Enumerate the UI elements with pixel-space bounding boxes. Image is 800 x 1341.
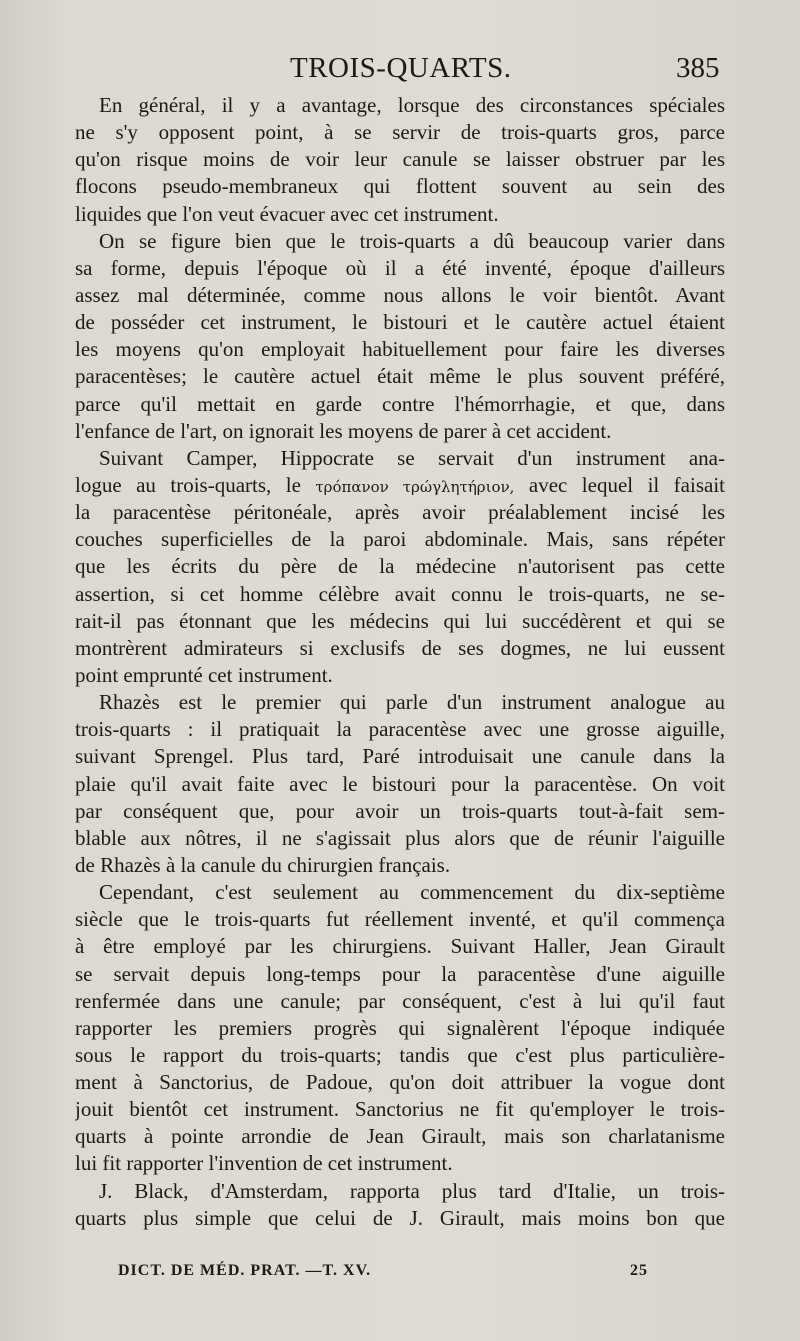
text-line: J. Black, d'Amsterdam, rapporta plus tard d'Italie, un trois- <box>99 1178 725 1203</box>
text-line: se servait depuis long-temps pour la paracentèse d'une aiguille <box>75 961 725 986</box>
paragraph <box>75 445 725 689</box>
page-header <box>0 50 800 90</box>
paragraph <box>75 92 725 228</box>
body-text <box>75 92 725 1232</box>
text-line: quarts à pointe arrondie de Jean Girault, mais son charlatanisme <box>75 1124 725 1149</box>
signature-line: DICT. DE MÉD. PRAT. —T. XV. <box>118 1262 372 1279</box>
signature-mark: 25 <box>630 1262 648 1279</box>
text-line: plaie qu'il avait faite avec le bistouri pour la paracentèse. On voit <box>75 771 725 796</box>
page-number: 385 <box>676 52 720 84</box>
text-fragment: logue au trois-quarts, le <box>75 472 301 497</box>
text-line: ment à Sanctorius, de Padoue, qu'on doit attribuer la vogue dont <box>75 1070 725 1095</box>
text-line: jouit bientôt cet instrument. Sanctorius ne fit qu'employer le trois- <box>75 1097 725 1122</box>
paragraph <box>75 879 725 1178</box>
text-line: Suivant Camper, Hippocrate se servait d'un instrument ana- <box>99 445 725 470</box>
text-line: suivant Sprengel. Plus tard, Paré introduisait une canule dans la <box>75 744 725 769</box>
text-line: En général, il y a avantage, lorsque des circonstances spéciales <box>99 93 725 117</box>
text-line: que les écrits du père de la médecine n'autorisent pas cette <box>75 554 725 579</box>
text-line: par conséquent que, pour avoir un trois-quarts tout-à-fait sem- <box>75 798 725 823</box>
text-line: la paracentèse péritonéale, après avoir préalablement incisé les <box>75 500 725 525</box>
text-line <box>75 472 725 499</box>
text-line: flocons pseudo-membraneux qui flottent souvent au sein des <box>75 174 725 199</box>
text-line: lui fit rapporter l'invention de cet instrument. <box>75 1151 453 1176</box>
text-line: qu'on risque moins de voir leur canule se laisser obstruer par les <box>75 147 725 172</box>
text-line: à être employé par les chirurgiens. Suivant Haller, Jean Girault <box>75 934 725 959</box>
text-line: assertion, si cet homme célèbre avait connu le trois-quarts, ne se- <box>75 581 725 606</box>
text-line: trois-quarts : il pratiquait la paracentèse avec une grosse aiguille, <box>75 717 725 742</box>
text-line: couches superficielles de la paroi abdominale. Mais, sans répéter <box>75 527 725 552</box>
text-line: ne s'y opposent point, à se servir de trois-quarts gros, parce <box>75 120 725 145</box>
text-line: de Rhazès à la canule du chirurgien français. <box>75 852 451 877</box>
text-line: liquides que l'on veut évacuer avec cet instrument. <box>75 201 499 226</box>
text-line: de posséder cet instrument, le bistouri et le cautère actuel étaient <box>75 310 725 335</box>
text-line: assez mal déterminée, comme nous allons le voir bientôt. Avant <box>75 282 725 307</box>
text-line: parce qu'il mettait en garde contre l'hémorrhagie, et que, dans <box>75 391 725 416</box>
text-line: rapporter les premiers progrès qui signalèrent l'époque indiquée <box>75 1015 725 1040</box>
text-line: siècle que le trois-quarts fut réellement inventé, et qu'il commença <box>75 907 725 932</box>
text-fragment: avec lequel il faisait <box>528 472 725 497</box>
text-line: point emprunté cet instrument. <box>75 662 333 687</box>
greek-term: τρόπανον τρώγλητήριον, <box>315 477 515 496</box>
text-line: quarts plus simple que celui de J. Girault, mais moins bon que <box>75 1205 725 1230</box>
text-line: renfermée dans une canule; par conséquent, c'est à lui qu'il faut <box>75 988 725 1013</box>
text-line: Cependant, c'est seulement au commencement du dix-septième <box>99 880 725 905</box>
text-line: les moyens qu'on employait habituellement pour faire les diverses <box>75 337 725 362</box>
text-line: On se figure bien que le trois-quarts a dû beaucoup varier dans <box>99 228 725 253</box>
text-line: sa forme, depuis l'époque où il a été inventé, époque d'ailleurs <box>75 255 725 280</box>
text-line: blable aux nôtres, il ne s'agissait plus alors que de réunir l'aiguille <box>75 825 725 850</box>
paragraph <box>75 1178 725 1232</box>
running-title: TROIS-QUARTS. <box>290 52 512 84</box>
text-line: Rhazès est le premier qui parle d'un instrument analogue au <box>99 690 725 715</box>
page-footer <box>0 1262 800 1286</box>
text-line: montrèrent admirateurs si exclusifs de ses dogmes, ne lui eussent <box>75 635 725 660</box>
text-line: rait-il pas étonnant que les médecins qui lui succédèrent et qui se <box>75 608 725 633</box>
text-line: l'enfance de l'art, on ignorait les moyens de parer à cet accident. <box>75 418 612 443</box>
paragraph <box>75 689 725 879</box>
paragraph <box>75 228 725 445</box>
text-line: paracentèses; le cautère actuel était même le plus souvent préféré, <box>75 364 725 389</box>
text-line: sous le rapport du trois-quarts; tandis que c'est plus particulière- <box>75 1042 725 1067</box>
